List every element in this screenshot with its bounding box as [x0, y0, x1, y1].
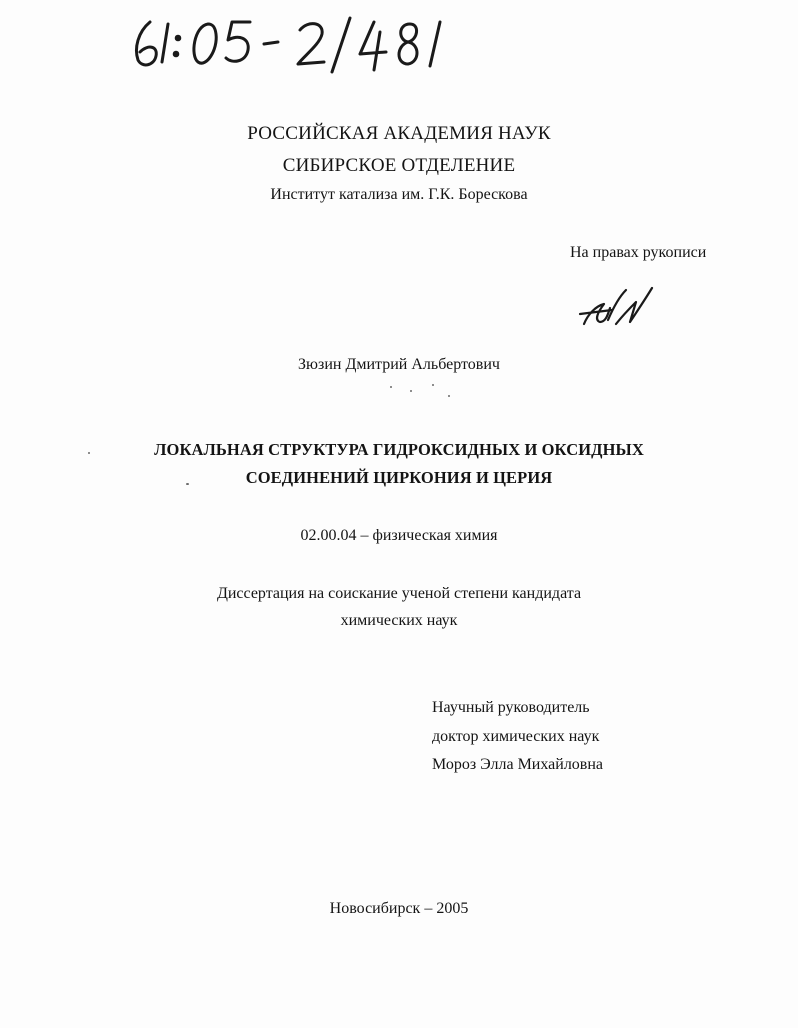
institute-name: Институт катализа им. Г.К. Борескова [270, 186, 528, 203]
rights-notice: На правах рукописи [570, 244, 707, 261]
dissertation-title-line-1: ЛОКАЛЬНАЯ СТРУКТУРА ГИДРОКСИДНЫХ И ОКСИДНЫХ [154, 440, 644, 459]
signature-mark [578, 284, 658, 332]
academy-name: РОССИЙСКАЯ АКАДЕМИЯ НАУК [247, 123, 551, 144]
supervisor-role: Научный руководитель [432, 699, 590, 716]
branch-name: СИБИРСКОЕ ОТДЕЛЕНИЕ [282, 155, 516, 176]
dissertation-title-line-2: СОЕДИНЕНИЙ ЦИРКОНИЯ И ЦЕРИЯ [245, 468, 553, 487]
degree-statement-line-1: Диссертация на соискание ученой степени кандидата [216, 585, 582, 602]
specialty-code: 02.00.04 – физическая химия [300, 527, 498, 544]
scan-speck [390, 386, 392, 388]
author-name: Зюзин Дмитрий Альбертович [298, 356, 500, 373]
scan-speck [432, 384, 434, 386]
city-year: Новосибирск – 2005 [329, 900, 469, 917]
scan-speck [410, 390, 412, 392]
handwritten-archive-number [128, 14, 458, 76]
supervisor-name: Мороз Элла Михайловна [432, 756, 604, 773]
degree-statement-line-2: химических наук [340, 612, 458, 629]
supervisor-degree: доктор химических наук [432, 728, 600, 745]
scan-speck [448, 395, 450, 397]
